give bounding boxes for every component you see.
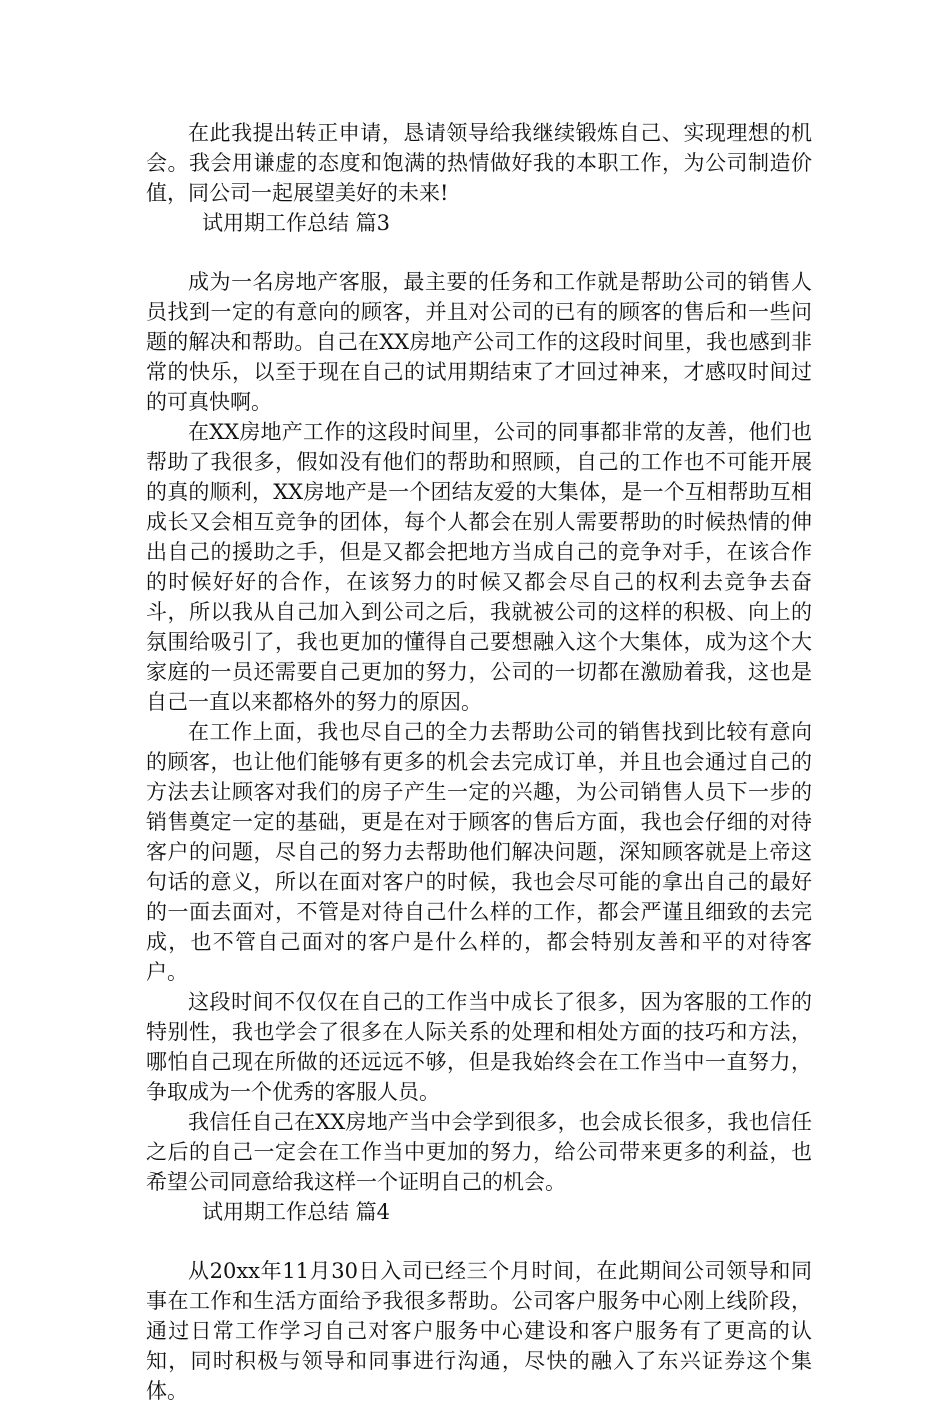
paragraph: 从20xx年11月30日入司已经三个月时间，在此期间公司领导和同事在工作和生活方面给予我很多帮助。公司客户服务中心刚上线阶段，通过日常工作学习自己对客户服务中心建设和客户服务有了更高的认知，同时积极与领导和同事进行沟通，尽快的融入了东兴证券这个集体。 <box>146 1259 812 1403</box>
blank-line <box>146 1227 812 1256</box>
paragraph: 在工作上面，我也尽自己的全力去帮助公司的销售找到比较有意向的顾客，也让他们能够有更多的机会去完成订单，并且也会通过自己的方法去让顾客对我们的房子产生一定的兴趣，为公司销售人员下一步的销售奠定一定的基础，更是在对于顾客的售后方面，我也会仔细的对待客户的问题，尽自己的努力去帮助他们解决问题，深知顾客就是上帝这句话的意义，所以在面对客户的时候，我也会尽可能的拿出自己的最好的一面去面对，不管是对待自己什么样的工作，都会严谨且细致的去完成，也不管自己面对的客户是什么样的，都会特别友善和平的对待客户。 <box>146 720 812 984</box>
document-page <box>146 118 812 1406</box>
section-heading-4: 试用期工作总结 篇4 <box>202 1200 391 1224</box>
paragraph: 这段时间不仅仅在自己的工作当中成长了很多，因为客服的工作的特别性，我也学会了很多在人际关系的处理和相处方面的技巧和方法，哪怕自己现在所做的还远远不够，但是我始终会在工作当中一直努力，争取成为一个优秀的客服人员。 <box>146 990 812 1104</box>
section-heading-3: 试用期工作总结 篇3 <box>202 211 391 235</box>
paragraph: 在XX房地产工作的这段时间里，公司的同事都非常的友善，他们也帮助了我很多，假如没有他们的帮助和照顾，自己的工作也不可能开展的真的顺利，XX房地产是一个团结友爱的大集体，是一个互相帮助互相成长又会相互竞争的团体，每个人都会在别人需要帮助的时候热情的伸出自己的援助之手，但是又都会把地方当成自己的竞争对手，在该合作的时候好好的合作，在该努力的时候又都会尽自己的权利去竞争去奋斗，所以我从自己加入到公司之后，我就被公司的这样的积极、向上的氛围给吸引了，我也更加的懂得自己要想融入这个大集体，成为这个大家庭的一员还需要自己更加的努力，公司的一切都在激励着我，这也是自己一直以来都格外的努力的原因。 <box>146 420 812 714</box>
blank-line <box>146 238 812 267</box>
paragraph: 在此我提出转正申请，恳请领导给我继续锻炼自己、实现理想的机会。我会用谦虚的态度和饱满的热情做好我的本职工作，为公司制造价值，同公司一起展望美好的未来! <box>146 121 812 205</box>
paragraph: 我信任自己在XX房地产当中会学到很多，也会成长很多，我也信任之后的自己一定会在工作当中更加的努力，给公司带来更多的利益，也希望公司同意给我这样一个证明自己的机会。 <box>146 1110 812 1194</box>
paragraph: 成为一名房地产客服，最主要的任务和工作就是帮助公司的销售人员找到一定的有意向的顾客，并且对公司的已有的顾客的售后和一些问题的解决和帮助。自己在XX房地产公司工作的这段时间里，我也感到非常的快乐，以至于现在自己的试用期结束了才回过神来，才感叹时间过的可真快啊。 <box>146 270 812 414</box>
